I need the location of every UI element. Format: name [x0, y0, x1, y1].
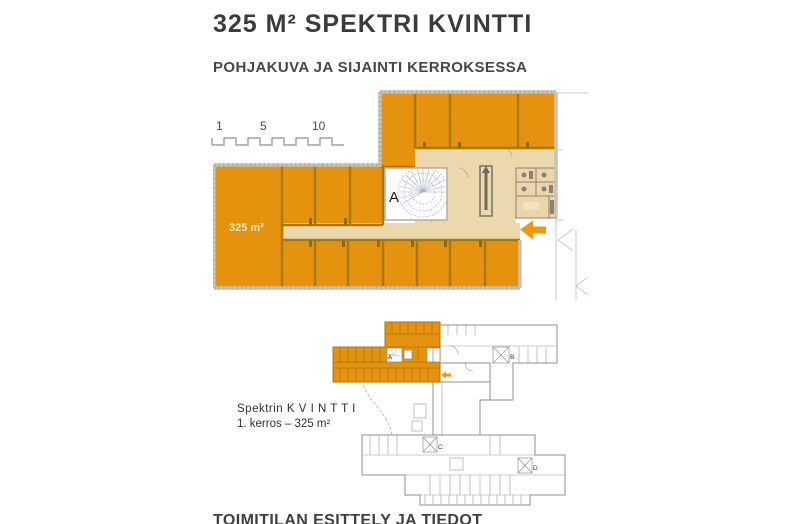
scale-tick-10: 10 [312, 119, 326, 133]
stairwell-a-label: A [389, 189, 400, 206]
scale-tick-1: 1 [216, 119, 223, 133]
location-overview-plan [330, 318, 575, 508]
stairwell-a [385, 167, 448, 220]
overview-entrance-arrow-icon [441, 372, 451, 379]
highlighted-wing [333, 322, 451, 382]
stairwell-c-label: C [438, 444, 443, 451]
scale-tick-5: 5 [260, 119, 267, 133]
stairwell-b-label: B [510, 354, 515, 361]
page-title: 325 M² SPEKTRI KVINTTI [213, 10, 533, 38]
caption-line-2: 1. kerros – 325 m² [237, 418, 331, 430]
site-boundary-curve [363, 385, 392, 435]
area-label: 325 m² [229, 222, 264, 234]
caption-line-1: Spektrin K V I N T T I [237, 403, 356, 415]
wc-label-chip [523, 202, 539, 210]
overview-caption [237, 403, 356, 430]
wc-block [516, 168, 556, 218]
adjacent-space-lines [556, 93, 588, 300]
stairwell-d-label: D [533, 465, 538, 472]
section-heading: TOIMITILAN ESITTELY JA TIEDOT [213, 512, 483, 524]
page-subtitle: POHJAKUVA JA SIJAINTI KERROKSESSA [213, 59, 528, 76]
overview-stairwell-a-label: A [388, 355, 393, 361]
entrance-arrow-icon [520, 221, 546, 240]
main-floor-plan [213, 90, 593, 308]
